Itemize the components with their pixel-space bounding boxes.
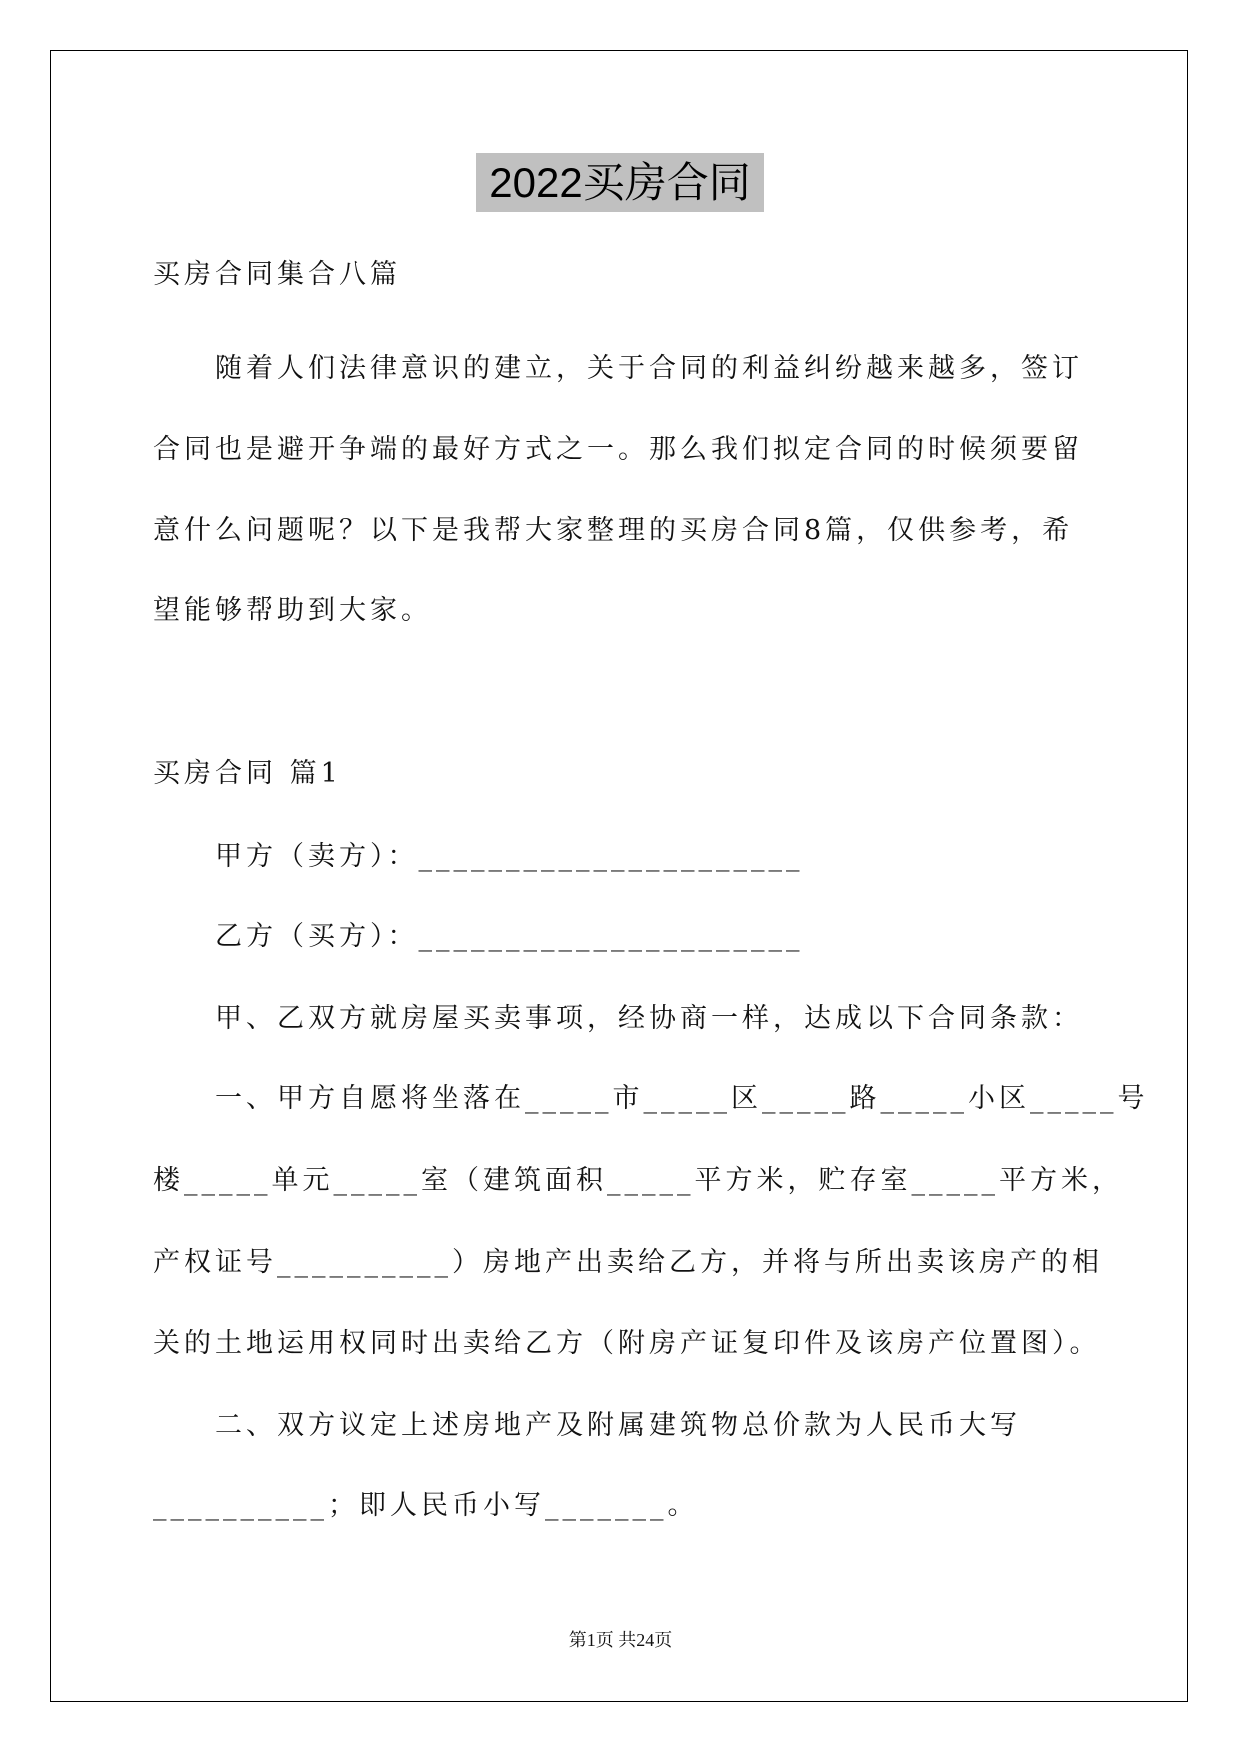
clause1-line: 关的土地运用权同时出卖给乙方（附房产证复印件及该房产位置图）。 [153, 1328, 1101, 1359]
page-border [50, 50, 1188, 1702]
clause1-line: 一、甲方自愿将坐落在_____市_____区_____路_____小区_____号 [215, 1083, 1149, 1114]
page-number: 第1页 共24页 [568, 1630, 673, 1650]
intro-line: 望能够帮助到大家。 [153, 595, 432, 626]
document-title: 2022买房合同 [476, 153, 764, 212]
intro-line: 随着人们法律意识的建立，关于合同的利益纠纷越来越多，签订 [215, 353, 1083, 384]
clause2-line: 二、双方议定上述房地产及附属建筑物总价款为人民币大写 [215, 1410, 1021, 1441]
intro-line: 意什么问题呢？以下是我帮大家整理的买房合同8篇，仅供参考，希 [153, 515, 1074, 546]
clause2-line: __________；即人民币小写_______。 [153, 1490, 699, 1521]
clause1-line: 产权证号__________）房地产出卖给乙方，并将与所出卖该房产的相 [153, 1247, 1103, 1278]
party-b-line: 乙方（买方）：______________________ [215, 921, 804, 952]
section-heading: 买房合同 篇1 [153, 758, 342, 789]
party-a-line: 甲方（卖方）：______________________ [215, 841, 804, 872]
agreement-line: 甲、乙双方就房屋买卖事项，经协商一样，达成以下合同条款： [215, 1003, 1083, 1034]
clause1-line: 楼_____单元_____室（建筑面积_____平方米，贮存室_____平方米， [153, 1165, 1123, 1196]
intro-line: 合同也是避开争端的最好方式之一。那么我们拟定合同的时候须要留 [153, 434, 1083, 465]
subtitle: 买房合同集合八篇 [153, 259, 401, 290]
